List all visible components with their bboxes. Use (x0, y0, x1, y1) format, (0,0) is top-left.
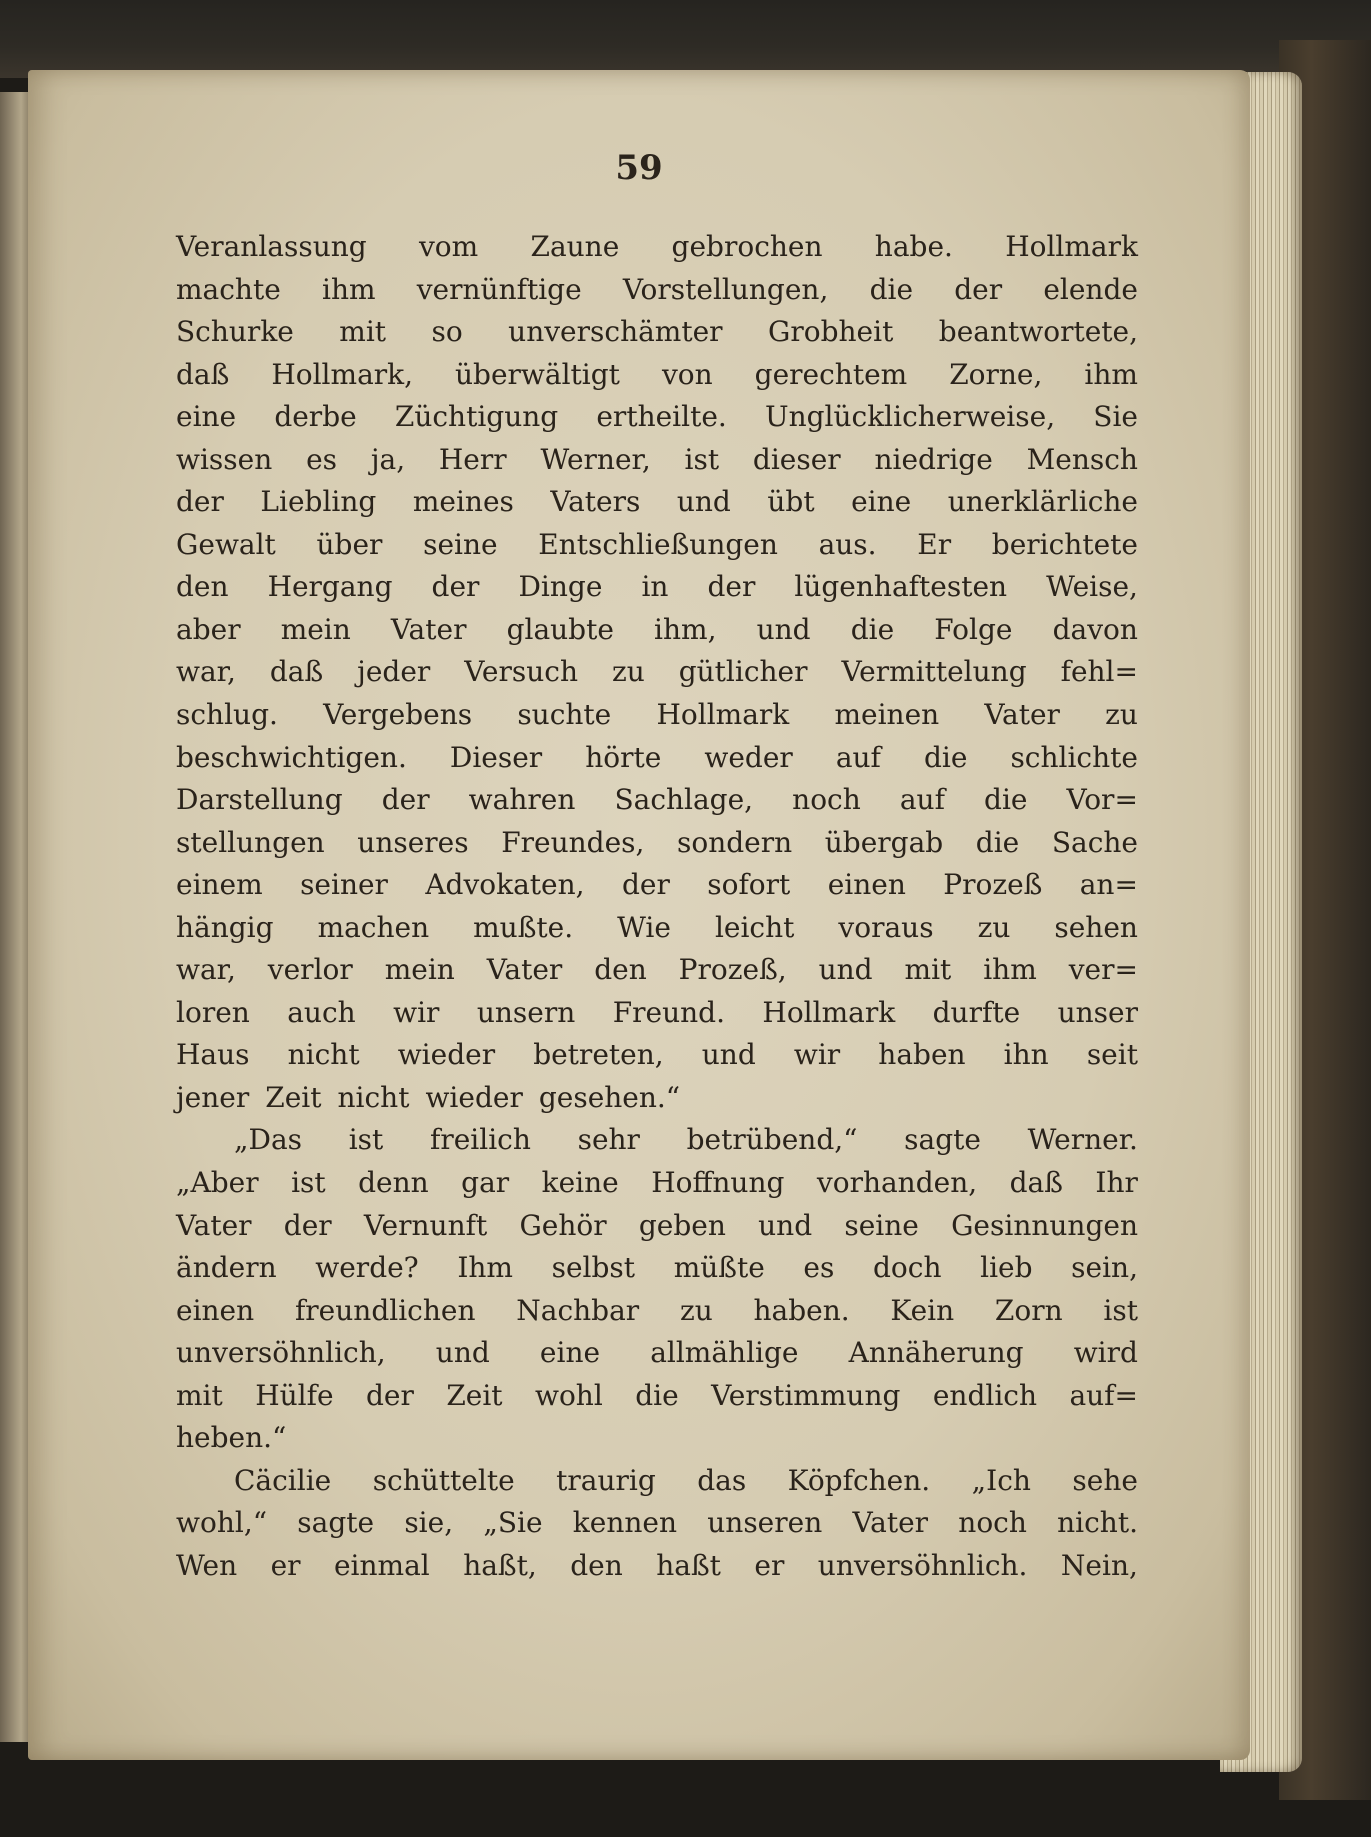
word: die (850, 612, 895, 646)
word: ist (1103, 1293, 1138, 1327)
word: wird (1073, 1336, 1138, 1370)
word: ihm (983, 953, 1037, 987)
text-line (176, 907, 1138, 950)
word: davon (1052, 612, 1138, 646)
word: und (818, 953, 873, 987)
word: „Sie (483, 1506, 543, 1540)
text-line (176, 1290, 1138, 1333)
word: meinen (834, 698, 940, 732)
word: über (316, 527, 383, 561)
word: Gewalt (176, 527, 276, 561)
word: sondern (677, 825, 793, 859)
word: Zorn (994, 1293, 1063, 1327)
word: Hollmark (1005, 230, 1138, 263)
word: unser (1057, 995, 1138, 1029)
word: voraus (838, 910, 934, 944)
word: er (270, 1548, 301, 1582)
word: der (381, 783, 430, 817)
word: betreten, (533, 1038, 664, 1072)
word: war, (176, 655, 236, 689)
word: Schurke (176, 315, 294, 349)
word: einem (176, 868, 263, 902)
word: ihn (1003, 1038, 1049, 1072)
book-page (28, 70, 1250, 1760)
word: der (621, 868, 670, 902)
word: ja, (370, 442, 406, 476)
word: auf (835, 740, 881, 774)
word: Versuch (464, 655, 578, 689)
word: wissen (176, 442, 273, 476)
word: Vater (984, 698, 1060, 732)
word: Züchtigung (394, 400, 559, 434)
word: „Das (234, 1123, 303, 1157)
word: durfte (932, 995, 1021, 1029)
word: an= (1079, 868, 1138, 902)
word: sehe (1072, 1463, 1138, 1497)
text-line (176, 1332, 1138, 1375)
word: Vater (390, 612, 467, 646)
body-text (176, 226, 1138, 1588)
word: Annäherung (848, 1336, 1024, 1370)
word: gesehen.“ (538, 1080, 681, 1114)
text-line (176, 737, 1138, 780)
word: Zeit (265, 1080, 322, 1114)
word: Entschließungen (538, 527, 778, 561)
word: Köpfchen. (787, 1463, 931, 1497)
word: wohl (534, 1378, 603, 1412)
word: verlor (267, 953, 353, 987)
word: unseres (357, 825, 469, 859)
word: mein (280, 612, 351, 646)
word: dieser (752, 442, 841, 476)
word: denn (358, 1166, 429, 1200)
word: den (570, 1548, 623, 1582)
word: zu (1105, 698, 1138, 732)
word: leicht (714, 910, 795, 944)
text-line (176, 566, 1138, 609)
word: vom (418, 230, 479, 263)
word: Zeit (446, 1378, 503, 1412)
word: auf= (1069, 1378, 1138, 1412)
word: sehr (577, 1123, 640, 1157)
word: seine (844, 1208, 919, 1242)
word: zu (611, 655, 645, 689)
word: mein (384, 953, 455, 987)
word: haben (878, 1038, 966, 1072)
word: beschwichtigen. (176, 740, 407, 774)
word: es (803, 1251, 835, 1285)
word: der (707, 570, 756, 604)
word: der (954, 272, 1003, 306)
word: einen (176, 1293, 255, 1327)
word: die (635, 1378, 679, 1412)
word: suchte (517, 698, 612, 732)
word: daß (269, 655, 324, 689)
word: seine (423, 527, 498, 561)
word: elende (1043, 272, 1138, 306)
word: und (758, 1208, 813, 1242)
word: „Aber (176, 1166, 259, 1200)
word: wir (793, 1038, 841, 1072)
word: die (984, 783, 1028, 817)
word: aus. (818, 527, 877, 561)
word: beantwortete, (938, 315, 1138, 349)
word: wahren (468, 783, 576, 817)
word: noch (958, 1506, 1027, 1540)
word: gerechtem (754, 357, 908, 391)
word: wieder (397, 1038, 496, 1072)
word: Folge (934, 612, 1013, 646)
word: Sachlage, (614, 783, 754, 817)
word: Vater (486, 953, 563, 987)
word: es (306, 442, 338, 476)
word: und (701, 1038, 756, 1072)
word: Grobheit (767, 315, 894, 349)
word: vernünftige (416, 272, 582, 306)
word: Hergang (267, 570, 393, 604)
word: schlichte (1010, 740, 1138, 774)
word: Dinge (518, 570, 603, 604)
word: mußte. (473, 910, 574, 944)
text-line (176, 651, 1138, 694)
word: die (923, 740, 968, 774)
word: Freundes, (501, 825, 645, 859)
word: der (283, 1208, 332, 1242)
text-line (176, 269, 1138, 312)
text-line (176, 311, 1138, 354)
page-number: 59 (615, 148, 663, 188)
word: doch (873, 1251, 942, 1285)
word: der (365, 1378, 414, 1412)
word: Werner, (540, 442, 651, 476)
word: in (641, 570, 669, 604)
word: niedrige (874, 442, 993, 476)
text-line (176, 1417, 1138, 1460)
word: keine (541, 1166, 619, 1200)
word: derbe (274, 400, 357, 434)
word: Advokaten, (425, 868, 585, 902)
word: wohl,“ (176, 1506, 268, 1540)
word: ist (348, 1123, 384, 1157)
word: wir (393, 995, 440, 1029)
word: Ihm (457, 1251, 513, 1285)
word: die (869, 272, 914, 306)
word: unerklärliche (947, 485, 1138, 519)
text-line (176, 694, 1138, 737)
text-line (176, 524, 1138, 567)
text-line (176, 354, 1138, 397)
word: Cäcilie (234, 1463, 332, 1497)
text-line (176, 1034, 1138, 1077)
text-line (176, 1205, 1138, 1248)
word: der (176, 485, 224, 519)
word: zu (977, 910, 1011, 944)
word: überwältigt (455, 357, 620, 391)
word: Hülfe (255, 1378, 334, 1412)
word: Freund. (612, 995, 725, 1029)
word: Nein, (1060, 1548, 1138, 1582)
word: unsern (476, 995, 576, 1029)
word: Sache (1051, 825, 1138, 859)
word: gar (461, 1166, 510, 1200)
word: berichtete (991, 527, 1138, 561)
word: einmal (333, 1548, 430, 1582)
word: übergab (824, 825, 944, 859)
word: seiner (300, 868, 388, 902)
word: traurig (556, 1463, 656, 1497)
word: Werner. (1027, 1123, 1138, 1157)
word: Vernunft (363, 1208, 488, 1242)
word: glaubte (506, 612, 614, 646)
word: eine (176, 400, 237, 434)
word: freilich (429, 1123, 531, 1157)
word: kennen (572, 1506, 678, 1540)
text-line (176, 1077, 1138, 1120)
word: lieb (980, 1251, 1033, 1285)
word: heben.“ (176, 1421, 287, 1455)
word: unseren (707, 1506, 823, 1540)
word: haßt (656, 1548, 721, 1582)
word: noch (792, 783, 861, 817)
word: unversöhnlich. (817, 1548, 1028, 1582)
word: ver= (1068, 953, 1138, 987)
word: allmählige (650, 1336, 799, 1370)
text-line (176, 992, 1138, 1035)
word: Wen (176, 1548, 238, 1582)
word: ändern (176, 1251, 277, 1285)
word: Ihr (1095, 1166, 1138, 1200)
text-line (176, 1119, 1138, 1162)
word: und (676, 485, 731, 519)
word: meines (412, 485, 514, 519)
word: Prozeß (943, 868, 1043, 902)
word: schlug. (176, 698, 278, 732)
word: Vermittelung (841, 655, 1027, 689)
word: übt (767, 485, 815, 519)
word: haben. (753, 1293, 850, 1327)
word: Vorstellungen, (622, 272, 829, 306)
word: unverschämter (508, 315, 723, 349)
word: Sie (1093, 400, 1138, 434)
word: mit (904, 953, 952, 987)
word: ihm, (654, 612, 717, 646)
word: Zorne, (949, 357, 1043, 391)
text-line (176, 949, 1138, 992)
text-line (176, 609, 1138, 652)
word: hängig (176, 910, 274, 944)
word: gütlicher (678, 655, 808, 689)
word: Darstellung (176, 783, 343, 817)
word: machen (317, 910, 430, 944)
word: wieder (425, 1080, 523, 1114)
word: Gehör (519, 1208, 607, 1242)
word: auf (899, 783, 945, 817)
word: schüttelte (372, 1463, 515, 1497)
word: Vor= (1066, 783, 1138, 817)
word: so (431, 315, 463, 349)
word: gebrochen (671, 230, 823, 263)
text-line (176, 822, 1138, 865)
text-line (176, 396, 1138, 439)
word: ihm (321, 272, 376, 306)
word: aber (176, 612, 241, 646)
word: ist (291, 1166, 326, 1200)
word: die (975, 825, 1020, 859)
word: eine (539, 1336, 601, 1370)
word: den (594, 953, 647, 987)
word: fehl= (1060, 655, 1138, 689)
word: hörte (585, 740, 662, 774)
word: Vater (176, 1208, 252, 1242)
word: Kein (890, 1293, 955, 1327)
word: Mensch (1026, 442, 1138, 476)
word: betrübend,“ (686, 1123, 858, 1157)
word: Zaune (530, 230, 620, 263)
word: daß (176, 357, 230, 391)
word: Gesinnungen (951, 1208, 1138, 1242)
word: Vaters (550, 485, 641, 519)
word: Hollmark (656, 698, 790, 732)
word: seit (1086, 1038, 1138, 1072)
word: und (756, 612, 811, 646)
word: Hoffnung (651, 1166, 785, 1200)
word: einen (827, 868, 906, 902)
word: selbst (551, 1251, 636, 1285)
word: Unglücklicherweise, (764, 400, 1056, 434)
word: freundlichen (294, 1293, 476, 1327)
word: auch (287, 995, 356, 1029)
word: Herr (438, 442, 507, 476)
word: nicht. (1057, 1506, 1138, 1540)
word: war, (176, 953, 236, 987)
word: sofort (707, 868, 791, 902)
word: unversöhnlich, (176, 1336, 386, 1370)
word: geben (638, 1208, 726, 1242)
text-line (176, 1375, 1138, 1418)
word: Liebling (260, 485, 377, 519)
word: von (661, 357, 713, 391)
text-line (176, 864, 1138, 907)
word: loren (176, 995, 250, 1029)
word: und (435, 1336, 490, 1370)
word: vorhanden, (816, 1166, 978, 1200)
word: das (697, 1463, 747, 1497)
word: Prozeß, (678, 953, 787, 987)
text-line (176, 779, 1138, 822)
word: machte (176, 272, 281, 306)
word: „Ich (971, 1463, 1031, 1497)
word: Vergebens (323, 698, 473, 732)
word: mit (176, 1378, 223, 1412)
text-line (176, 1162, 1138, 1205)
word: Weise, (1046, 570, 1138, 604)
word: jener (176, 1080, 250, 1114)
word: sie, (404, 1506, 454, 1540)
word: Hollmark (762, 995, 896, 1029)
previous-page-edge (0, 92, 30, 1742)
word: Vater (852, 1506, 929, 1540)
text-line (176, 1460, 1138, 1503)
book-cover-top (0, 0, 1371, 78)
word: ist (684, 442, 720, 476)
word: weder (704, 740, 793, 774)
word: Dieser (449, 740, 543, 774)
text-line (176, 226, 1138, 269)
word: müßte (673, 1251, 765, 1285)
text-line (176, 1247, 1138, 1290)
word: er (754, 1548, 785, 1582)
word: sein, (1071, 1251, 1138, 1285)
word: endlich (932, 1378, 1037, 1412)
word: jeder (357, 655, 431, 689)
word: werde? (315, 1251, 419, 1285)
word: ertheilte. (596, 400, 727, 434)
word: Nachbar (516, 1293, 640, 1327)
text-line (176, 1545, 1138, 1588)
word: sagte (297, 1506, 375, 1540)
text-line (176, 439, 1138, 482)
word: der (431, 570, 480, 604)
word: nicht (337, 1080, 410, 1114)
word: mit (339, 315, 387, 349)
word: sagte (904, 1123, 981, 1157)
text-line (176, 1502, 1138, 1545)
text-line (176, 481, 1138, 524)
word: sehen (1054, 910, 1138, 944)
word: daß (1009, 1166, 1063, 1200)
word: Haus (176, 1038, 250, 1072)
word: nicht (287, 1038, 360, 1072)
word: zu (679, 1293, 713, 1327)
word: den (176, 570, 229, 604)
word: Wie (617, 910, 671, 944)
word: eine (851, 485, 912, 519)
word: Er (917, 527, 952, 561)
word: lügenhaftesten (794, 570, 1008, 604)
word: ihm (1084, 357, 1138, 391)
word: haßt, (463, 1548, 537, 1582)
word: Verstimmung (711, 1378, 901, 1412)
word: habe. (874, 230, 953, 263)
word: Veranlassung (176, 230, 367, 263)
word: Hollmark, (271, 357, 414, 391)
word: stellungen (176, 825, 325, 859)
